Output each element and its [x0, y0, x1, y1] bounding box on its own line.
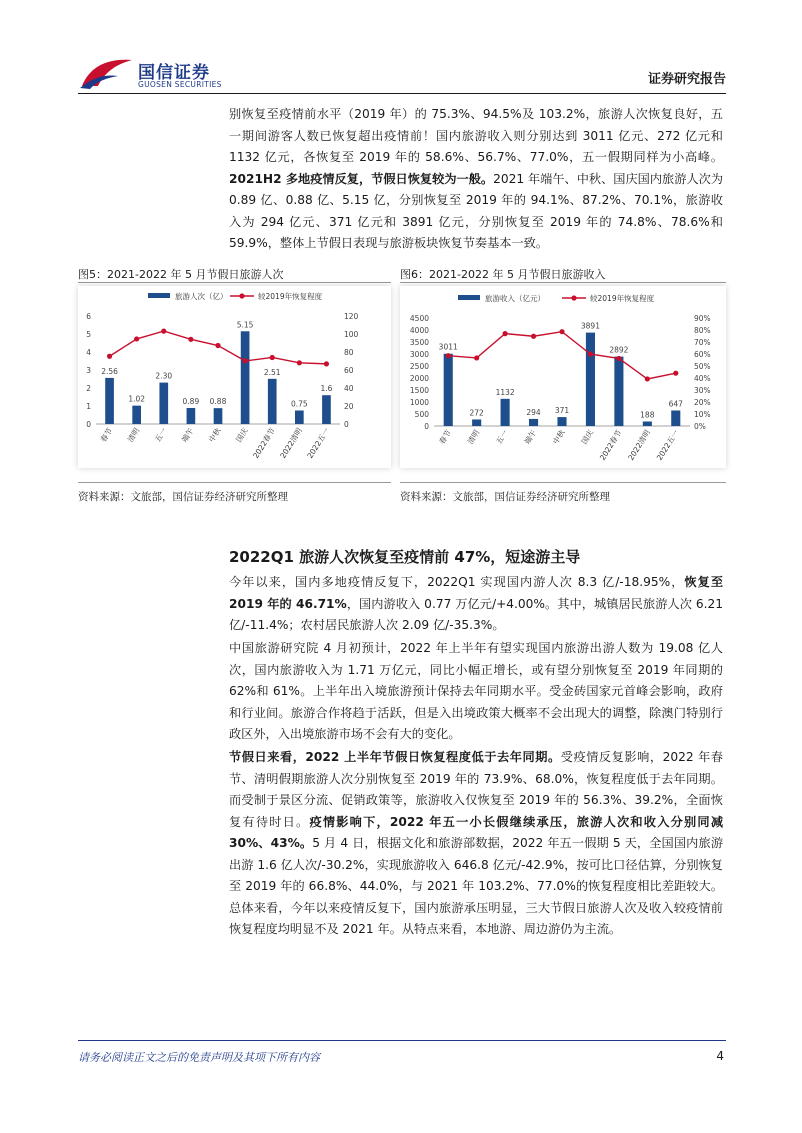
x-category-label: 国庆: [234, 426, 250, 444]
report-type-label: 证券研究报告: [647, 72, 726, 87]
bar-data-label: 1.02: [128, 394, 146, 404]
p4-text-bold-a: 节假日来看，2022 上半年节假日恢复程度低于去年同期。: [229, 750, 561, 764]
recovery-point: [134, 336, 139, 341]
figure-6-source: 资料来源：文旅部，国信证券经济研究所整理: [400, 491, 610, 503]
bar-data-label: 294: [526, 407, 541, 417]
y-right-tick-label: 80: [344, 348, 354, 357]
y-left-tick-label: 1500: [409, 386, 429, 395]
bar: [529, 419, 538, 426]
x-category-label: 端午: [180, 426, 196, 444]
legend-line-label: 较2019年恢复程度: [258, 292, 323, 301]
figure-5-source: 资料来源：文旅部，国信证券经济研究所整理: [78, 491, 288, 503]
guosen-logo-icon: [78, 56, 134, 90]
y-right-tick-label: 120: [344, 312, 359, 321]
p2-text-bold: 恢复至 2019 年的 46.71%: [229, 575, 724, 611]
bar-data-label: 3011: [438, 342, 458, 352]
figure-5-title-rule: [78, 282, 391, 283]
bar-data-label: 1132: [495, 387, 515, 397]
figure-6-bottom-rule: [400, 482, 726, 483]
y-left-tick-label: 1: [86, 402, 91, 411]
bar: [671, 410, 680, 426]
x-category-label: 清明: [465, 428, 482, 446]
chart-tourism-revenue: [400, 286, 726, 468]
recovery-point: [616, 356, 621, 361]
bar: [501, 399, 510, 426]
section-paragraph-3: [229, 747, 723, 941]
bar: [214, 408, 223, 424]
bar-data-label: 2.30: [155, 371, 173, 381]
chart-tourist-visits: [78, 286, 391, 468]
figure-5-bottom-rule: [78, 482, 391, 483]
section-paragraph-1: [229, 572, 723, 637]
y-left-tick-label: 6: [86, 312, 91, 321]
bar-data-label: 5.15: [236, 320, 254, 330]
y-left-tick-label: 2: [86, 384, 91, 393]
legend-line-marker: [239, 293, 244, 298]
recovery-point: [243, 358, 248, 363]
y-right-tick-label: 80%: [694, 326, 711, 335]
y-left-tick-label: 5: [86, 330, 91, 339]
intro-paragraph: [229, 104, 723, 255]
recovery-point: [503, 331, 508, 336]
x-category-label: 中秋: [207, 426, 223, 444]
y-left-tick-label: 0: [424, 422, 429, 431]
bar: [132, 406, 141, 424]
bar: [472, 419, 481, 426]
recovery-point: [215, 343, 220, 348]
recovery-point: [161, 329, 166, 334]
recovery-point: [188, 337, 193, 342]
recovery-point: [559, 329, 564, 334]
figure-6-title-rule: [400, 282, 726, 283]
bar: [643, 421, 652, 426]
x-category-label: 2022清明: [278, 426, 305, 460]
y-left-tick-label: 4: [86, 348, 91, 357]
y-left-tick-label: 4000: [409, 326, 429, 335]
y-right-tick-label: 90%: [694, 314, 711, 323]
intro-text-a: 别恢复至疫情前水平（2019 年）的 75.3%、94.5%及 103.2%，旅游人次恢复良好，五一期间游客人数已恢复超出疫情前！国内旅游收入则分别达到 3011 亿元、272 亿元和 1132 亿元，各恢复至 2019 年的 58.6%、56.7%、77.0%，五一假期同样为小高峰。: [229, 107, 723, 164]
bar: [295, 411, 304, 425]
recovery-series-line: [448, 332, 676, 379]
bar-data-label: 2.56: [101, 366, 118, 376]
recovery-point: [446, 353, 451, 358]
y-right-tick-label: 50%: [694, 362, 711, 371]
y-right-tick-label: 30%: [694, 386, 711, 395]
x-category-label: 国庆: [579, 428, 596, 446]
y-left-tick-label: 0: [86, 420, 91, 429]
y-right-tick-label: 40%: [694, 374, 711, 383]
y-right-tick-label: 100: [344, 330, 359, 339]
x-category-label: 2022春节: [597, 428, 624, 462]
recovery-point: [297, 360, 302, 365]
p2-text-a: 今年以来，国内多地疫情反复下，2022Q1 实现国内游人次 8.3 亿/-18.95%，: [229, 575, 685, 589]
x-category-label: 五一: [494, 428, 510, 446]
bar-data-label: 2892: [609, 345, 629, 355]
recovery-point: [324, 361, 329, 366]
recovery-point: [107, 354, 112, 359]
recovery-point: [588, 352, 593, 357]
x-category-label: 2022清明: [626, 428, 653, 462]
y-right-tick-label: 0: [344, 420, 349, 429]
legend-line-marker: [571, 295, 576, 300]
page-header: [0, 0, 802, 100]
y-left-tick-label: 1000: [409, 398, 429, 407]
p4-text-d: 5 月 4 日，根据文化和旅游部数据，2022 年五一假期 5 天，全国国内旅游出游 1.6 亿人次/-30.2%，实现旅游收入 646.8 亿元/-42.9%，按可比口径估算，分别恢复至 2019 年的 66.8%、44.0%，与 2021 年 103.2%、77.0%的恢复程度相比差距较大。总体来看，今年以来疫情反复下，国内旅游承压明显，三大节假日旅游人次及收入较疫情前恢复程度均明显不及 2021 年。从特点来看，本地游、周边游仍为主流。: [229, 836, 724, 936]
bar: [444, 354, 453, 426]
recovery-point: [673, 371, 678, 376]
x-category-label: 2022五一: [654, 428, 681, 462]
figure-5-frame: [78, 286, 391, 468]
y-left-tick-label: 4500: [409, 314, 429, 323]
legend-bar-label: 旅游人次（亿）: [175, 292, 228, 301]
bar-data-label: 188: [640, 410, 655, 420]
recovery-point: [270, 355, 275, 360]
figure-6-frame: [400, 286, 726, 468]
x-category-label: 2022春节: [251, 426, 277, 460]
bar-data-label: 272: [469, 408, 484, 418]
y-right-tick-label: 70%: [694, 338, 711, 347]
logo-text-cn: 国信证券: [138, 63, 210, 83]
y-right-tick-label: 60: [344, 366, 354, 375]
y-right-tick-label: 10%: [694, 410, 711, 419]
y-right-tick-label: 20: [344, 402, 354, 411]
page-number: 4: [716, 1049, 724, 1063]
intro-text-c: 2021 年端午、中秋、国庆国内旅游人次为 0.89 亿、0.88 亿、5.15 亿，分别恢复至 2019 年的 94.1%、87.2%、70.1%，旅游收入为 294 亿元、371 亿元和 3891 亿元，分别恢复至 2019 年的 74.8%、78.6%和 59.9%，整体上节假日表现与旅游板块恢复节奏基本一致。: [229, 171, 724, 250]
bar: [322, 395, 331, 424]
y-left-tick-label: 3000: [409, 350, 429, 359]
bar-data-label: 647: [668, 399, 683, 409]
x-category-label: 清明: [125, 426, 142, 444]
recovery-point: [531, 334, 536, 339]
bar-data-label: 0.89: [182, 396, 200, 406]
bar: [105, 378, 114, 424]
bar: [614, 357, 623, 426]
section-heading: 2022Q1 旅游人次恢复至疫情前 47%，短途游主导: [229, 548, 581, 566]
y-right-tick-label: 0%: [694, 422, 706, 431]
logo-text-en: GUOSEN SECURITIES: [138, 80, 222, 89]
bar: [268, 379, 277, 424]
section-paragraph-2: 中国旅游研究院 4 月初预计，2022 年上半年有望实现国内旅游出游人数为 19.08 亿人次，国内旅游收入为 1.71 万亿元，同比小幅正增长，或有望分别恢复至 2019 年同期的 62%和 61%。上半年出入境旅游预计保持去年同期水平。受金砖国家元首峰会影响，政府和行业间。旅游合作将趋于活跃，但是入出境政策大概率不会出现大的调整，除澳门特别行政区外，入出境旅游市场不会有大的变化。: [229, 641, 723, 741]
p4-text-b: 受疫情反复影响，2022 年春节、清明假期旅游人次分别恢复至 2019 年的 73.9%、68.0%，恢复程度低于去年同期。而受制于景区分流、促销政策等，旅游收入仅恢复至 2019 年的 56.3%、39.2%，全面恢复有待时日。: [229, 750, 723, 829]
bar: [159, 383, 168, 424]
bar: [586, 333, 595, 426]
y-right-tick-label: 60%: [694, 350, 711, 359]
footer-disclaimer: 请务必阅读正文之后的免责声明及其项下所有内容: [78, 1051, 320, 1064]
footer-divider: [78, 1040, 726, 1041]
y-left-tick-label: 3500: [409, 338, 429, 347]
bar-data-label: 0.75: [290, 399, 308, 409]
figure-5-title: 图5：2021-2022 年 5 月节假日旅游人次: [78, 268, 284, 281]
bar: [557, 417, 566, 426]
x-category-label: 中秋: [551, 428, 567, 446]
p2-text-c: ，国内游收入 0.77 万亿元/+4.00%。其中，城镇居民旅游人次 6.21 亿/-11.4%；农村居民旅游人次 2.09 亿/-35.3%。: [229, 596, 723, 632]
x-category-label: 五一: [152, 426, 169, 444]
bar: [241, 331, 250, 424]
bar-data-label: 1.6: [320, 384, 333, 394]
legend-bar-swatch: [458, 295, 480, 300]
figure-6-title: 图6：2021-2022 年 5 月节假日旅游收入: [400, 268, 606, 281]
intro-text-bold: 2021H2 多地疫情反复，节假日恢复较为一般。: [229, 171, 494, 186]
y-left-tick-label: 2000: [409, 374, 429, 383]
x-category-label: 2022五一: [305, 426, 332, 460]
bar-data-label: 2.51: [263, 367, 281, 377]
legend-bar-label: 旅游收入（亿元）: [485, 294, 545, 303]
header-divider: [78, 93, 726, 94]
bar-data-label: 0.88: [209, 397, 227, 407]
bar-data-label: 3891: [580, 321, 600, 331]
y-left-tick-label: 2500: [409, 362, 429, 371]
recovery-point: [474, 355, 479, 360]
y-right-tick-label: 20%: [694, 398, 711, 407]
y-left-tick-label: 3: [86, 366, 91, 375]
y-right-tick-label: 40: [344, 384, 354, 393]
y-left-tick-label: 500: [414, 410, 429, 419]
legend-line-label: 较2019年恢复程度: [590, 294, 655, 303]
x-category-label: 春节: [98, 426, 115, 444]
recovery-point: [645, 376, 650, 381]
p4-text-bold-c: 疫情影响下，2022 年五一小长假继续承压，旅游人次和收入分别同减 30%、43%。: [229, 814, 724, 850]
bar-data-label: 371: [554, 406, 570, 416]
legend-bar-swatch: [148, 293, 170, 298]
x-category-label: 春节: [437, 428, 453, 446]
bar: [187, 408, 196, 424]
x-category-label: 端午: [522, 428, 539, 446]
